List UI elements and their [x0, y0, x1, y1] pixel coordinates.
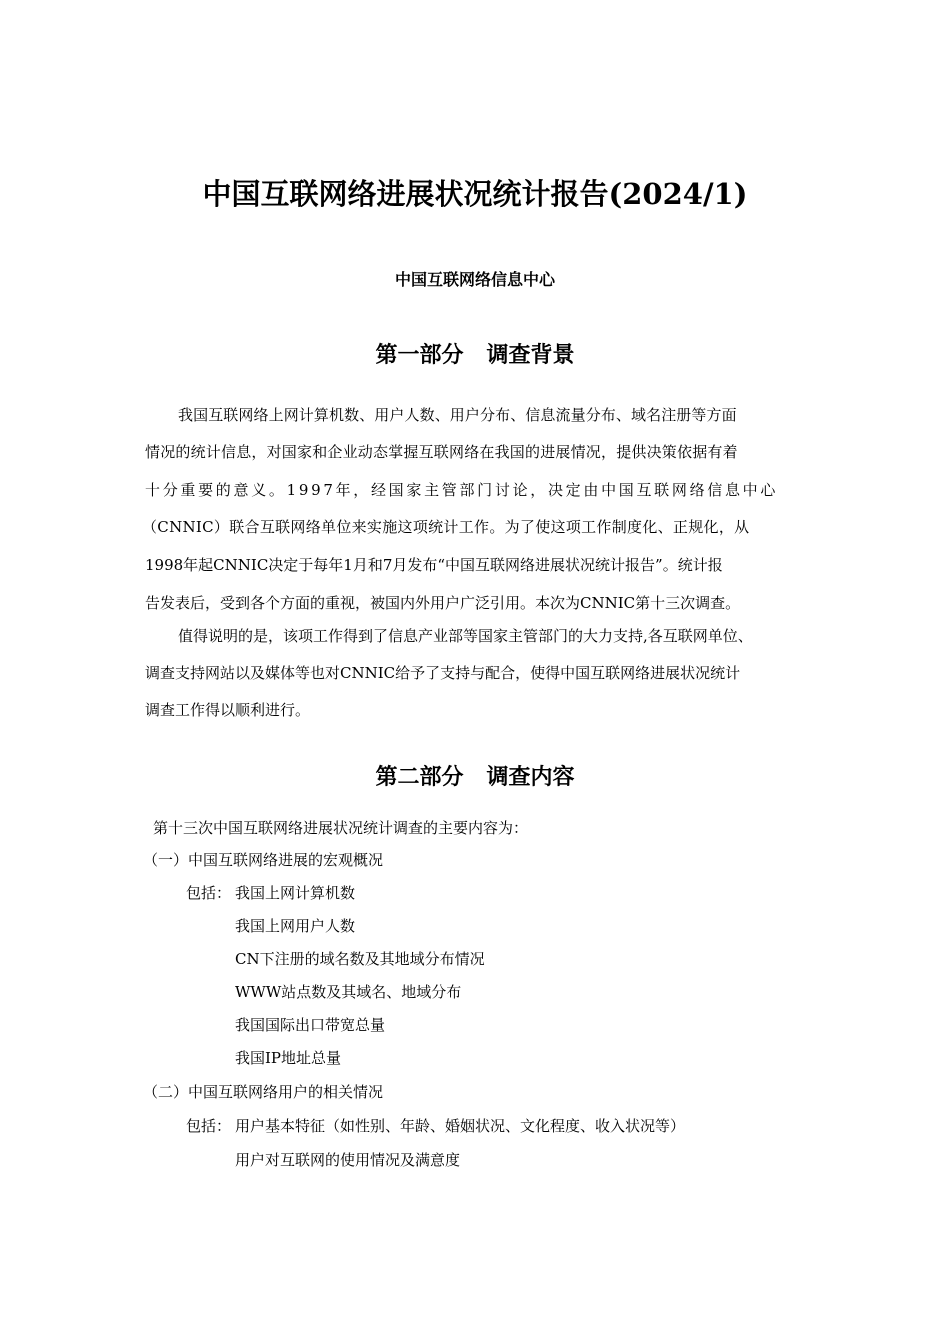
item1-entry: 我国IP地址总量 — [235, 1049, 342, 1067]
item1-entry: 我国上网用户人数 — [235, 917, 356, 935]
item1-title: （一）中国互联网络进展的宏观概况 — [143, 851, 384, 869]
paragraph-line: （CNNIC）联合互联网络单位来实施这项统计工作。为了使这项工作制度化、正规化，从 — [142, 518, 750, 536]
item2-include-label: 包括： — [186, 1117, 232, 1135]
paragraph-line: 1998年起CNNIC决定于每年1月和7月发布“中国互联网络进展状况统计报告”。统计报 — [145, 556, 723, 574]
item2-entry: 用户基本特征（如性别、年龄、婚姻状况、文化程度、收入状况等） — [235, 1117, 686, 1135]
item2-title: （二）中国互联网络用户的相关情况 — [143, 1083, 384, 1101]
item2-entry: 用户对互联网的使用情况及满意度 — [235, 1151, 461, 1169]
item1-entry: WWW站点数及其域名、地域分布 — [235, 983, 462, 1001]
item1-entry: 我国上网计算机数 — [235, 884, 356, 902]
item1-entry: CN下注册的域名数及其地域分布情况 — [235, 950, 485, 968]
organization-name: 中国互联网络信息中心 — [394, 270, 555, 289]
paragraph-line: 情况的统计信息，对国家和企业动态掌握互联网络在我国的进展情况，提供决策依据有着 — [145, 443, 738, 461]
paragraph-line: 调查工作得以顺利进行。 — [145, 701, 311, 719]
paragraph-line: 调查支持网站以及媒体等也对CNNIC给予了支持与配合，使得中国互联网络进展状况统计 — [145, 664, 741, 682]
paragraph-line: 值得说明的是，该项工作得到了信息产业部等国家主管部门的大力支持,各互联网单位、 — [178, 627, 753, 645]
part2-heading: 第二部分 调查内容 — [375, 764, 575, 790]
paragraph-line: 告发表后，受到各个方面的重视，被国内外用户广泛引用。本次为CNNIC第十三次调查。 — [145, 594, 741, 612]
report-title: 中国互联网络进展状况统计报告(2024/1) — [202, 177, 748, 211]
part1-heading: 第一部分 调查背景 — [375, 342, 575, 368]
item1-entry: 我国国际出口带宽总量 — [235, 1016, 386, 1034]
part2-intro: 第十三次中国互联网络进展状况统计调查的主要内容为： — [153, 819, 529, 837]
paragraph-line: 我国互联网络上网计算机数、用户人数、用户分布、信息流量分布、域名注册等方面 — [178, 406, 737, 424]
item1-include-label: 包括： — [186, 884, 232, 902]
paragraph-line: 十分重要的意义。1997年，经国家主管部门讨论，决定由中国互联网络信息中心 — [145, 481, 779, 499]
